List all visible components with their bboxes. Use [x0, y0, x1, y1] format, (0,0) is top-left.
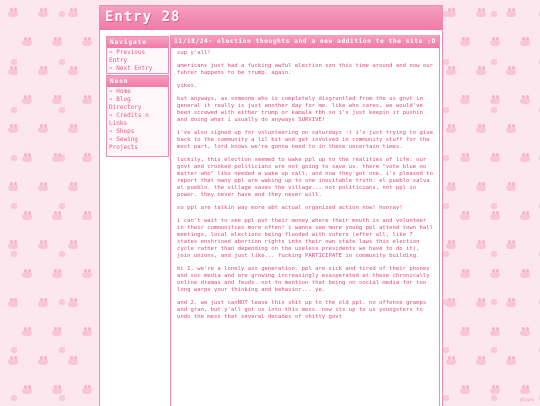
bunny-icon	[22, 385, 32, 394]
post-panel	[170, 35, 440, 406]
bunny-icon	[446, 298, 456, 307]
bunny-icon	[476, 8, 486, 17]
bunny-icon	[8, 124, 18, 133]
bunny-icon	[520, 153, 530, 162]
shops-link[interactable]: » Shops	[109, 128, 135, 135]
bunny-icon	[38, 298, 48, 307]
bunny-icon	[490, 385, 500, 394]
post-body	[171, 48, 439, 329]
bunny-icon	[22, 269, 32, 278]
credits-links-link[interactable]: » Credits n Links	[109, 112, 149, 127]
bunny-icon	[490, 37, 500, 46]
bunny-icon	[520, 37, 530, 46]
bunny-icon	[68, 298, 78, 307]
bunny-icon	[520, 95, 530, 104]
bunny-icon	[68, 356, 78, 365]
bunny-icon	[82, 385, 92, 394]
bunny-icon	[8, 182, 18, 191]
post-paragraph: luckily, this election seemed to wake ppl up to the realities of life: our govt and crooked politicians are not going to save us. there "vote blue no matter who" libs needed a wake up call, and now they got one. i's pleased to report that many ppl are waking up to one inevitable truth: el pueblo salva el pueblo. the village saves the village... not politicians, not ppl in power. they never have and they never will.	[177, 157, 433, 198]
navigate-box	[106, 36, 169, 74]
bunny-icon	[22, 327, 32, 336]
bunny-icon	[38, 124, 48, 133]
bunny-icon	[446, 182, 456, 191]
bunny-icon	[490, 211, 500, 220]
bunny-icon	[520, 327, 530, 336]
bunny-icon	[38, 240, 48, 249]
arrow-icon: »	[109, 65, 113, 72]
bunny-icon	[506, 8, 516, 17]
next-entry-link[interactable]: » Next Entry	[109, 65, 153, 72]
post-paragraph: yikes.	[177, 83, 198, 89]
post-paragraph: bc 1. we're a lonely ass generation. ppl are sick and tired of their phones and soc media and are growing increasingly exasperated at these chronically online dramas and feuds. not to mention that being on social media for too long warps your thinking and behavior... ye.	[177, 266, 430, 293]
bunny-icon	[82, 95, 92, 104]
bunny-icon	[82, 269, 92, 278]
bunny-icon	[68, 240, 78, 249]
bunny-icon	[68, 66, 78, 75]
artist-credit: @layno	[520, 397, 535, 402]
arrow-icon: »	[109, 112, 113, 119]
menu-box	[106, 75, 169, 157]
navigate-heading: Navigate	[107, 37, 168, 48]
bunny-icon	[506, 66, 516, 75]
post-paragraph: so ppl are talkin way more abt actual organized action now! hooray!	[177, 205, 403, 211]
bunny-icon	[52, 95, 62, 104]
bunny-icon	[460, 211, 470, 220]
bunny-icon	[476, 124, 486, 133]
bunny-icon	[52, 211, 62, 220]
post-paragraph: americans just had a fucking awful election szn this time around and now our fuhrer happens to be trump. again.	[177, 63, 433, 76]
bunny-icon	[22, 153, 32, 162]
bunny-icon	[460, 153, 470, 162]
bunny-icon	[446, 356, 456, 365]
bunny-icon	[490, 95, 500, 104]
bunny-icon	[8, 240, 18, 249]
bunny-icon	[446, 240, 456, 249]
bunny-icon	[506, 124, 516, 133]
bunny-icon	[506, 240, 516, 249]
post-heading: 11/18/24- election thoughts and a new addition to the site :D	[171, 35, 439, 48]
bunny-icon	[520, 385, 530, 394]
bunny-icon	[82, 153, 92, 162]
bunny-icon	[446, 8, 456, 17]
bunny-icon	[460, 385, 470, 394]
bunny-icon	[68, 182, 78, 191]
bunny-icon	[476, 182, 486, 191]
sewing-projects-link[interactable]: » Sewing Projects	[109, 136, 138, 151]
bunny-icon	[22, 37, 32, 46]
bunny-icon	[68, 124, 78, 133]
arrow-icon: »	[109, 88, 113, 95]
bunny-icon	[460, 327, 470, 336]
post-paragraph: and 2. we just canNOT leave this shit up to the old ppl. no offense gramps and gran, but y'all got us into this mess. now its up to us youngsters to undo the mess that several decades of shitty govt	[177, 300, 427, 320]
navigate-links	[107, 48, 168, 74]
bunny-icon	[506, 182, 516, 191]
entry-header	[100, 6, 442, 30]
previous-entry-link[interactable]: » Previous Entry	[109, 49, 146, 64]
post-paragraph: sup y'all!	[177, 50, 211, 56]
post-paragraph: i can't wait to see ppl put their money where their mouth is and volunteer in their communities more often! i wanna see more young ppl attend town hall meetings, local elections being flooded with voters (after all, like 7 states enshrined abortion rights into their own state laws this election cycle rather than depending on the useless presidents we have to do it), join unions, and just like... fucking PARTICIPATE in community building.	[177, 218, 433, 259]
bunny-icon	[52, 37, 62, 46]
bunny-icon	[460, 95, 470, 104]
bunny-icon	[476, 240, 486, 249]
page-frame	[99, 5, 443, 406]
bunny-icon	[506, 298, 516, 307]
bunny-icon	[8, 356, 18, 365]
arrow-icon: »	[109, 136, 113, 143]
bunny-icon	[520, 211, 530, 220]
entry-title: Entry 28	[105, 9, 181, 25]
bunny-icon	[82, 327, 92, 336]
post-paragraph: i've also signed up for volunteering on saturdays :) i's just trying to give back to the community a lil bit and get involved in community stuff for the most part, lord knows we're gonna need to in these uncertain times.	[177, 130, 433, 150]
bunny-icon	[506, 356, 516, 365]
bunny-icon	[476, 66, 486, 75]
home-link[interactable]: » Home	[109, 88, 131, 95]
bunny-icon	[38, 66, 48, 75]
bunny-icon	[82, 37, 92, 46]
bunny-icon	[490, 153, 500, 162]
bunny-icon	[8, 66, 18, 75]
bunny-icon	[38, 182, 48, 191]
arrow-icon: »	[109, 49, 113, 56]
bunny-icon	[52, 385, 62, 394]
post-paragraph: but anyways, as someone who is completely disgruntled from the us govt in general it really is just another day for me. like who cares, we would've been screwed with either trump or kamala tbh so i's just keepin it pushin and doing what i usually do anyways SURVIVE!	[177, 96, 423, 123]
menu-heading: Neon	[107, 76, 168, 87]
bunny-icon	[490, 269, 500, 278]
bunny-icon	[446, 124, 456, 133]
bunny-icon	[490, 327, 500, 336]
bunny-icon	[460, 269, 470, 278]
bunny-icon	[22, 95, 32, 104]
bunny-icon	[476, 298, 486, 307]
arrow-icon: »	[109, 96, 113, 103]
bunny-icon	[446, 66, 456, 75]
bunny-icon	[520, 269, 530, 278]
bunny-icon	[52, 327, 62, 336]
arrow-icon: »	[109, 128, 113, 135]
bunny-icon	[82, 211, 92, 220]
bunny-icon	[68, 8, 78, 17]
bunny-icon	[38, 356, 48, 365]
bunny-icon	[52, 153, 62, 162]
bunny-icon	[38, 8, 48, 17]
bunny-icon	[8, 298, 18, 307]
blog-directory-link[interactable]: » Blog Directory	[109, 96, 142, 111]
bunny-icon	[476, 356, 486, 365]
bunny-icon	[52, 269, 62, 278]
bunny-icon	[460, 37, 470, 46]
bunny-icon	[22, 211, 32, 220]
bunny-icon	[8, 8, 18, 17]
menu-links	[107, 87, 168, 153]
